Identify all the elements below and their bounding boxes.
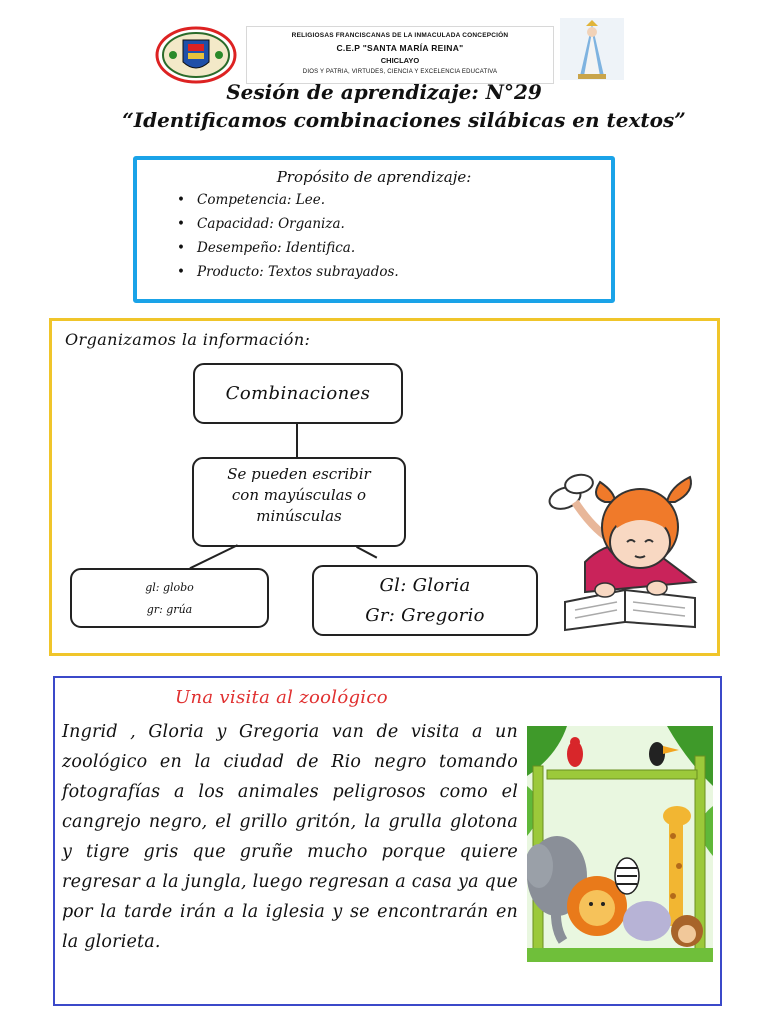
school-city: CHICLAYO <box>380 56 420 66</box>
school-name: C.E.P "SANTA MARÍA REINA" <box>336 43 464 54</box>
organize-title: Organizamos la información: <box>65 330 311 349</box>
purpose-item: • Desempeño: Identifica. <box>177 236 399 260</box>
school-congregation: RELIGIOSAS FRANCISCANAS DE LA INMACULADA CONCEPCIÓN <box>291 32 509 39</box>
rule-line: minúsculas <box>256 507 342 525</box>
concept-node-rule <box>192 457 406 547</box>
purpose-list <box>177 188 399 284</box>
purpose-box <box>133 156 615 303</box>
example-line: gl: globo <box>145 581 194 594</box>
virgin-mary-image <box>560 18 624 80</box>
session-title: Sesión de aprendizaje: N°29 <box>226 80 542 104</box>
concept-node-lowercase <box>70 568 269 628</box>
school-crest-logo <box>155 26 237 84</box>
school-header <box>246 26 554 84</box>
example-line: Gr: Gregorio <box>365 605 485 626</box>
session-subtitle: “Identificamos combinaciones silábicas en textos” <box>122 108 686 132</box>
zoo-animals-illustration <box>527 726 713 962</box>
purpose-item: • Capacidad: Organiza. <box>177 212 399 236</box>
concept-node-uppercase <box>312 565 538 636</box>
story-text: Ingrid , Gloria y Gregoria van de visita a un zoológico en la ciudad de Rio negro tomando fotografías a los animales peligrosos como el cangrejo negro, el grillo gritón, la grulla glotona y tigre gris que gruñe mucho porque quiere regresar a la jungla, luego regresan a casa ya que por la tarde irán a la iglesia y se encontrarán en la glorieta. <box>62 722 518 952</box>
rule-line: con mayúsculas o <box>231 486 367 504</box>
example-line: gr: grúa <box>146 603 193 616</box>
example-line: Gl: Gloria <box>379 575 471 596</box>
connector-line <box>296 424 298 457</box>
purpose-item: • Competencia: Lee. <box>177 188 399 212</box>
purpose-item: • Producto: Textos subrayados. <box>177 260 399 284</box>
rule-line: Se pueden escribir <box>227 465 371 483</box>
girl-reading-illustration <box>545 462 705 632</box>
school-motto: DIOS Y PATRIA, VIRTUDES, CIENCIA Y EXCELENCIA EDUCATIVA <box>302 68 498 75</box>
concept-node-combinaciones: Combinaciones <box>193 363 403 424</box>
purpose-title: Propósito de aprendizaje: <box>276 168 472 186</box>
story-title: Una visita al zoológico <box>175 687 388 708</box>
